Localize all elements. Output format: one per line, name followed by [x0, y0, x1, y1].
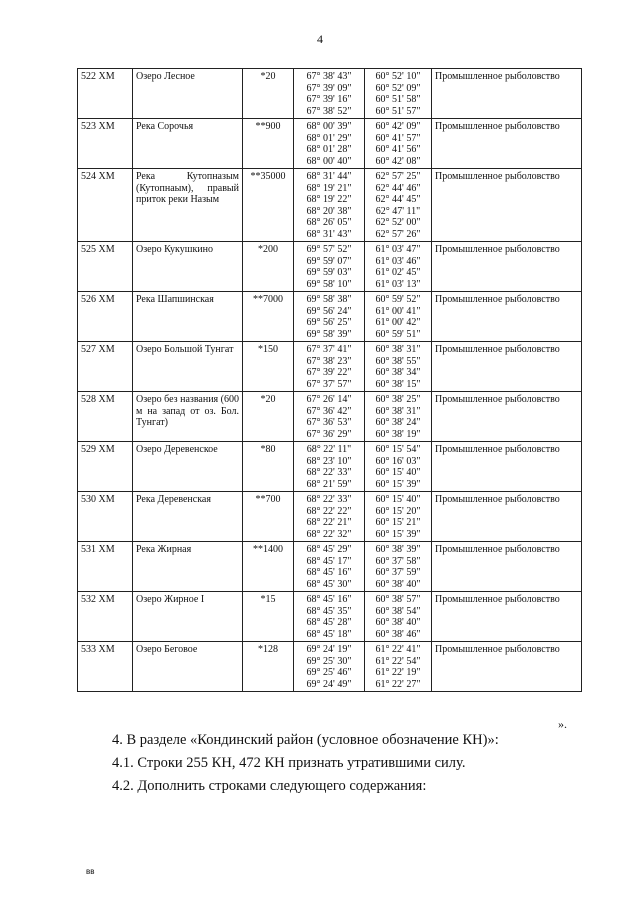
row-code: 522 ХМ	[78, 69, 133, 119]
row-area: *80	[243, 442, 294, 492]
longitude-value: 61° 22' 41"	[375, 644, 421, 655]
footer-mark: вв	[86, 867, 95, 876]
row-area: **7000	[243, 292, 294, 342]
longitude-value: 60° 38' 40"	[375, 578, 421, 590]
table-row	[78, 442, 582, 492]
longitude-value: 61° 22' 27"	[375, 678, 421, 690]
table-row	[78, 392, 582, 442]
latitude-value: 68° 22' 22"	[306, 505, 352, 517]
row-usage-type: Промышленное рыболовство	[432, 119, 582, 169]
latitude-value: 68° 01' 29"	[306, 132, 352, 144]
latitude-value: 69° 56' 25"	[306, 317, 352, 328]
latitude-value: 68° 22' 32"	[306, 528, 352, 540]
row-longitudes	[365, 492, 432, 542]
table-row	[78, 69, 582, 119]
row-code: 527 ХМ	[78, 342, 133, 392]
row-code: 531 ХМ	[78, 542, 133, 592]
latitude-value: 68° 21' 59"	[306, 478, 352, 490]
longitude-value: 60° 52' 09"	[375, 82, 421, 94]
latitude-value: 68° 23' 10"	[306, 455, 352, 467]
longitude-value: 60° 38' 19"	[375, 428, 421, 440]
row-usage-type: Промышленное рыболовство	[432, 392, 582, 442]
longitude-value: 60° 38' 15"	[375, 378, 421, 390]
table-row	[78, 342, 582, 392]
longitude-value: 60° 15' 40"	[375, 467, 421, 478]
row-area: *15	[243, 592, 294, 642]
row-latitudes	[294, 592, 365, 642]
row-name: Озеро Большой Тунгат	[133, 342, 243, 392]
row-usage-type: Промышленное рыболовство	[432, 492, 582, 542]
page-number: 4	[317, 32, 323, 46]
latitude-value: 69° 56' 24"	[306, 305, 352, 317]
longitude-value: 60° 42' 09"	[375, 121, 421, 132]
longitude-value: 60° 38' 46"	[375, 628, 421, 640]
latitude-value: 69° 58' 39"	[306, 328, 352, 340]
row-code: 532 ХМ	[78, 592, 133, 642]
row-name: Река Деревенская	[133, 492, 243, 542]
latitude-value: 68° 45' 16"	[306, 594, 352, 605]
longitude-value: 60° 15' 21"	[375, 517, 421, 528]
latitude-value: 68° 45' 17"	[306, 555, 352, 567]
latitude-value: 67° 38' 43"	[306, 71, 352, 82]
row-usage-type: Промышленное рыболовство	[432, 542, 582, 592]
row-code: 530 ХМ	[78, 492, 133, 542]
closing-quote: ».	[558, 717, 567, 731]
longitude-value: 61° 03' 46"	[375, 255, 421, 267]
row-name: Озеро Кукушкино	[133, 242, 243, 292]
longitude-value: 60° 38' 40"	[375, 617, 421, 628]
longitude-value: 61° 00' 42"	[375, 317, 421, 328]
table-row	[78, 542, 582, 592]
latitude-value: 68° 19' 21"	[306, 182, 352, 194]
row-name: Озеро Жирное I	[133, 592, 243, 642]
row-longitudes	[365, 442, 432, 492]
latitude-value: 69° 58' 38"	[306, 294, 352, 305]
row-name: Река Сорочья	[133, 119, 243, 169]
latitude-value: 67° 37' 57"	[306, 378, 352, 390]
longitude-value: 62° 47' 11"	[375, 205, 421, 217]
longitude-value: 60° 38' 39"	[375, 544, 421, 555]
longitude-value: 60° 38' 31"	[375, 344, 421, 355]
latitude-value: 67° 36' 53"	[306, 417, 352, 428]
row-longitudes	[365, 69, 432, 119]
latitude-value: 67° 39' 16"	[306, 94, 352, 105]
longitude-value: 60° 15' 39"	[375, 478, 421, 490]
latitude-value: 68° 31' 43"	[306, 228, 352, 240]
latitude-value: 67° 39' 22"	[306, 367, 352, 378]
longitude-value: 62° 44' 46"	[375, 182, 421, 194]
row-usage-type: Промышленное рыболовство	[432, 442, 582, 492]
latitude-value: 67° 38' 23"	[306, 355, 352, 367]
row-longitudes	[365, 169, 432, 242]
fishing-grounds-table	[77, 68, 582, 692]
latitude-value: 69° 25' 30"	[306, 655, 352, 667]
row-latitudes	[294, 392, 365, 442]
row-longitudes	[365, 542, 432, 592]
longitude-value: 60° 51' 58"	[375, 94, 421, 105]
longitude-value: 61° 00' 41"	[375, 305, 421, 317]
latitude-value: 68° 22' 33"	[306, 467, 352, 478]
paragraph-4-2: 4.2. Дополнить строками следующего содержания:	[112, 778, 427, 794]
row-latitudes	[294, 169, 365, 242]
row-longitudes	[365, 642, 432, 692]
row-longitudes	[365, 292, 432, 342]
latitude-value: 68° 00' 39"	[306, 121, 352, 132]
latitude-value: 68° 22' 33"	[306, 494, 352, 505]
row-area: **700	[243, 492, 294, 542]
row-area: **35000	[243, 169, 294, 242]
row-code: 523 ХМ	[78, 119, 133, 169]
longitude-value: 60° 59' 51"	[375, 328, 421, 340]
longitude-value: 60° 15' 39"	[375, 528, 421, 540]
longitude-value: 60° 16' 03"	[375, 455, 421, 467]
row-usage-type: Промышленное рыболовство	[432, 242, 582, 292]
row-latitudes	[294, 242, 365, 292]
longitude-value: 60° 38' 57"	[375, 594, 421, 605]
longitude-value: 61° 03' 47"	[375, 244, 421, 255]
table-row	[78, 292, 582, 342]
paragraph-4-1: 4.1. Строки 255 КН, 472 КН признать утратившими силу.	[112, 755, 466, 771]
latitude-value: 68° 26' 05"	[306, 217, 352, 228]
latitude-value: 69° 24' 49"	[306, 678, 352, 690]
row-longitudes	[365, 392, 432, 442]
latitude-value: 69° 58' 10"	[306, 278, 352, 290]
latitude-value: 68° 45' 28"	[306, 617, 352, 628]
row-name: Озеро Деревенское	[133, 442, 243, 492]
row-code: 529 ХМ	[78, 442, 133, 492]
row-code: 533 ХМ	[78, 642, 133, 692]
latitude-value: 68° 00' 40"	[306, 155, 352, 167]
table-row	[78, 242, 582, 292]
latitude-value: 68° 22' 11"	[306, 444, 352, 455]
longitude-value: 62° 57' 25"	[375, 171, 421, 182]
longitude-value: 60° 15' 40"	[375, 494, 421, 505]
longitude-value: 60° 52' 10"	[375, 71, 421, 82]
row-name: Река Шапшинская	[133, 292, 243, 342]
latitude-value: 67° 38' 52"	[306, 105, 352, 117]
row-latitudes	[294, 492, 365, 542]
row-name: Озеро Беговое	[133, 642, 243, 692]
row-area: **900	[243, 119, 294, 169]
longitude-value: 61° 02' 45"	[375, 267, 421, 278]
row-longitudes	[365, 119, 432, 169]
latitude-value: 67° 39' 09"	[306, 82, 352, 94]
row-code: 528 ХМ	[78, 392, 133, 442]
latitude-value: 69° 25' 46"	[306, 667, 352, 678]
row-code: 524 ХМ	[78, 169, 133, 242]
row-area: *128	[243, 642, 294, 692]
longitude-value: 60° 59' 52"	[375, 294, 421, 305]
row-usage-type: Промышленное рыболовство	[432, 342, 582, 392]
latitude-value: 68° 22' 21"	[306, 517, 352, 528]
longitude-value: 60° 38' 55"	[375, 355, 421, 367]
row-code: 525 ХМ	[78, 242, 133, 292]
row-usage-type: Промышленное рыболовство	[432, 642, 582, 692]
longitude-value: 60° 15' 20"	[375, 505, 421, 517]
latitude-value: 67° 26' 14"	[306, 394, 352, 405]
row-longitudes	[365, 242, 432, 292]
longitude-value: 61° 22' 54"	[375, 655, 421, 667]
longitude-value: 60° 41' 56"	[375, 144, 421, 155]
latitude-value: 68° 20' 38"	[306, 205, 352, 217]
latitude-value: 67° 36' 29"	[306, 428, 352, 440]
longitude-value: 60° 38' 24"	[375, 417, 421, 428]
row-latitudes	[294, 292, 365, 342]
longitude-value: 60° 41' 57"	[375, 132, 421, 144]
row-name: Озеро Лесное	[133, 69, 243, 119]
table-row	[78, 492, 582, 542]
table-row	[78, 592, 582, 642]
longitude-value: 60° 38' 34"	[375, 367, 421, 378]
longitude-value: 61° 22' 19"	[375, 667, 421, 678]
longitude-value: 62° 44' 45"	[375, 194, 421, 205]
longitude-value: 60° 38' 54"	[375, 605, 421, 617]
longitude-value: 60° 37' 59"	[375, 567, 421, 578]
longitude-value: 60° 15' 54"	[375, 444, 421, 455]
table-row	[78, 119, 582, 169]
row-name: Озеро без названия (600 м на запад от оз. Бол. Тунгат)	[133, 392, 243, 442]
longitude-value: 62° 57' 26"	[375, 228, 421, 240]
latitude-value: 68° 45' 35"	[306, 605, 352, 617]
row-usage-type: Промышленное рыболовство	[432, 292, 582, 342]
row-latitudes	[294, 69, 365, 119]
latitude-value: 68° 45' 16"	[306, 567, 352, 578]
row-area: *20	[243, 392, 294, 442]
row-usage-type: Промышленное рыболовство	[432, 169, 582, 242]
latitude-value: 68° 19' 22"	[306, 194, 352, 205]
longitude-value: 61° 03' 13"	[375, 278, 421, 290]
latitude-value: 69° 57' 52"	[306, 244, 352, 255]
latitude-value: 69° 24' 19"	[306, 644, 352, 655]
row-usage-type: Промышленное рыболовство	[432, 69, 582, 119]
row-longitudes	[365, 592, 432, 642]
latitude-value: 68° 45' 18"	[306, 628, 352, 640]
longitude-value: 60° 38' 31"	[375, 405, 421, 417]
row-area: *200	[243, 242, 294, 292]
latitude-value: 69° 59' 03"	[306, 267, 352, 278]
latitude-value: 67° 36' 42"	[306, 405, 352, 417]
row-code: 526 ХМ	[78, 292, 133, 342]
longitude-value: 60° 37' 58"	[375, 555, 421, 567]
row-area: *20	[243, 69, 294, 119]
row-longitudes	[365, 342, 432, 392]
row-latitudes	[294, 342, 365, 392]
row-area: **1400	[243, 542, 294, 592]
latitude-value: 68° 45' 30"	[306, 578, 352, 590]
table-row	[78, 169, 582, 242]
row-latitudes	[294, 542, 365, 592]
longitude-value: 60° 51' 57"	[375, 105, 421, 117]
row-name: Река Жирная	[133, 542, 243, 592]
latitude-value: 68° 01' 28"	[306, 144, 352, 155]
longitude-value: 60° 42' 08"	[375, 155, 421, 167]
latitude-value: 67° 37' 41"	[306, 344, 352, 355]
row-latitudes	[294, 442, 365, 492]
latitude-value: 68° 45' 29"	[306, 544, 352, 555]
row-area: *150	[243, 342, 294, 392]
longitude-value: 62° 52' 00"	[375, 217, 421, 228]
row-name: Река Кутопназым (Кутопнаым), правый приток реки Назым	[133, 169, 243, 242]
latitude-value: 69° 59' 07"	[306, 255, 352, 267]
latitude-value: 68° 31' 44"	[306, 171, 352, 182]
longitude-value: 60° 38' 25"	[375, 394, 421, 405]
table-row	[78, 642, 582, 692]
row-usage-type: Промышленное рыболовство	[432, 592, 582, 642]
section-heading: 4. В разделе «Кондинский район (условное обозначение КН)»:	[112, 732, 499, 748]
row-latitudes	[294, 119, 365, 169]
row-latitudes	[294, 642, 365, 692]
